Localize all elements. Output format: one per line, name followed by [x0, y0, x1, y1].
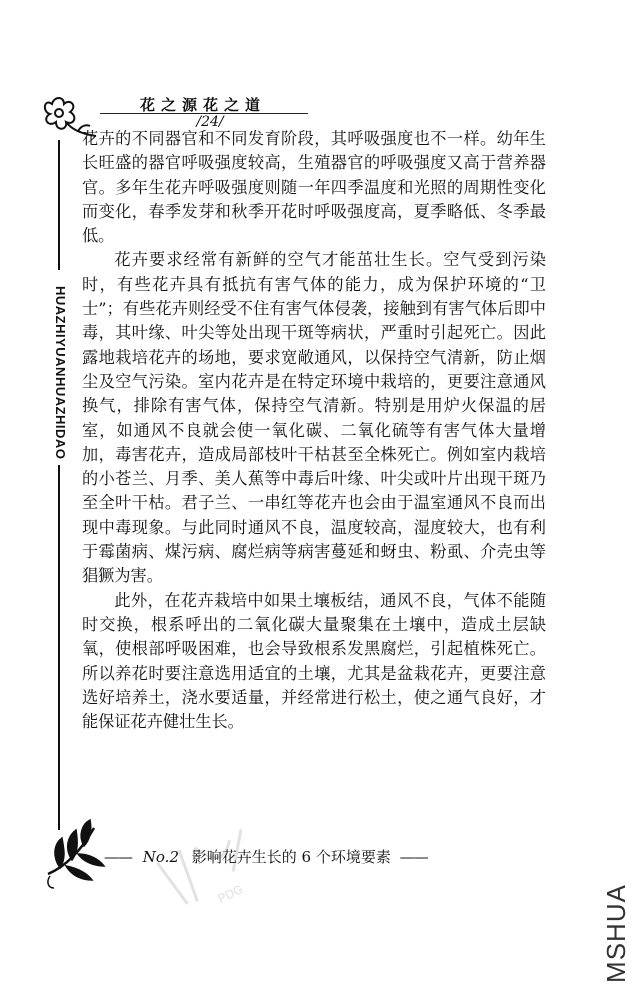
running-header-title: 花之源花之道 [139, 96, 266, 114]
watermark-stamp-text: PDG [215, 881, 246, 906]
page-number: /24/ [196, 114, 224, 130]
side-watermark [596, 866, 636, 1001]
paragraph: 花卉要求经常有新鲜的空气才能茁壮生长。空气受到污染时，有些花卉具有抵抗有害气体的能力，成为保护环境的“卫士”；有些花卉则经受不住有害气体侵袭，接触到有害气体后即中毒，其叶缘、叶尖等处出现干斑等病状，严重时引起死亡。因此露地栽培花卉的场地，要求宽敞通风，以保持空气清新，防止烟尘及空气污染。室内花卉是在特定环境中栽培的，更要注意通风换气，排除有害气体，保持空气清新。特别是用炉火保温的居室，如通风不良就会使一氧化碳、二氧化硫等有害气体大量增加，毒害花卉，造成局部枝叶干枯甚至全株死亡。例如室内栽培的小苍兰、月季、美人蕉等中毒后叶缘、叶尖或叶片出现干斑乃至全叶干枯。君子兰、一串红等花卉也会由于温室通风不良而出现中毒现象。与此同时通风不良，温度较高，湿度较大，也有利于霉菌病、煤污病、腐烂病等病害蔓延和蚜虫、粉虱、介壳虫等猖獗为害。 [82, 250, 546, 586]
margin-rule-top [58, 140, 60, 270]
chapter-number: No.2 [142, 848, 179, 866]
side-watermark-text: MSHUA [600, 884, 631, 983]
chapter-footer [104, 846, 464, 867]
body-text [82, 127, 546, 734]
chapter-title: 影响花卉生长的 6 个环境要素 [191, 848, 391, 866]
margin-rule-bottom [58, 465, 60, 830]
watermark-stamp [135, 807, 295, 953]
footer-dash-left: —— [104, 848, 132, 866]
paragraph: 花卉的不同器官和不同发育阶段，其呼吸强度也不一样。幼年生长旺盛的器官呼吸强度较高，生殖器官的呼吸强度又高于营养器官。多年生花卉呼吸强度则随一年四季温度和光照的周期性变化而变化，春季发芽和秋季开花时呼吸强度高，夏季略低、冬季最低。 [82, 129, 546, 246]
paragraph: 此外，在花卉栽培中如果土壤板结，通风不良，气体不能随时交换，根系呼出的二氧化碳大量聚集在土壤中，造成土层缺氧，使根部呼吸困难，也会导致根系发黑腐烂，引起植株死亡。所以养花时要注意选用适宜的土壤，尤其是盆栽花卉，更要注意选好培养土，浇水要适量，并经常进行松土，使之通气良好，才能保证花卉健壮生长。 [82, 590, 546, 732]
leaf-sprig-icon [42, 810, 112, 890]
side-series-label: HUAZHIYUANHUAZHIDAO [53, 285, 68, 460]
footer-dash-right: —— [399, 848, 428, 866]
